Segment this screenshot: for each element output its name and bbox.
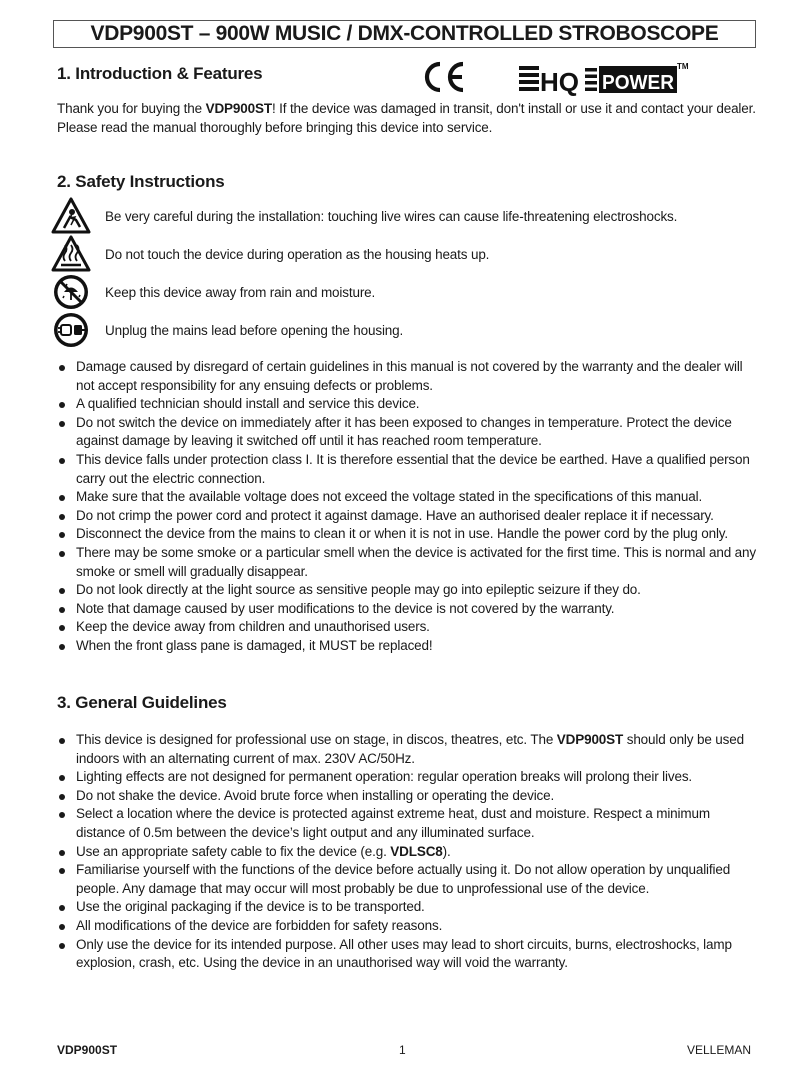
safety-item-text: Be very careful during the installation: touching live wires can cause life-threatening electroshocks. <box>105 208 678 224</box>
list-item: There may be some smoke or a particular smell when the device is activated for the first time. This is normal and any smoke or smell will gradually disappear. <box>57 544 757 581</box>
list-item: Do not switch the device on immediately after it has been exposed to changes in temperature. Protect the device against damage by leaving it switched off until it has reached room temperature. <box>57 414 757 451</box>
hot-surface-icon <box>50 234 92 274</box>
trademark-text: TM <box>677 62 689 71</box>
list-item: Select a location where the device is protected against extreme heat, dust and moisture. Respect a minimum distance of 0.5m between the device’s light output and any illuminated surface. <box>57 805 757 842</box>
safety-bullet-list <box>57 358 757 656</box>
footer-brand: VELLEMAN <box>686 1043 751 1057</box>
safety-item-hot-surface <box>50 234 760 274</box>
safety-item-text: Keep this device away from rain and moisture. <box>105 284 376 300</box>
list-item: Lighting effects are not designed for permanent operation: regular operation breaks will prolong their lives. <box>57 768 757 787</box>
list-item: When the front glass pane is damaged, it MUST be replaced! <box>57 637 757 656</box>
list-item: Make sure that the available voltage does not exceed the voltage stated in the specifications of this manual. <box>57 488 757 507</box>
safety-item-no-moisture <box>50 272 760 312</box>
unplug-mains-icon <box>50 310 92 350</box>
page-number: 1 <box>399 1043 406 1057</box>
ce-mark-logo <box>418 60 468 94</box>
intro-heading: 1. Introduction & Features <box>57 64 263 83</box>
guidelines-heading: 3. General Guidelines <box>57 693 227 712</box>
safety-item-electric-shock <box>50 196 760 236</box>
safety-item-unplug <box>50 310 760 350</box>
list-item: Use the original packaging if the device is to be transported. <box>57 898 757 917</box>
safety-item-text: Do not touch the device during operation as the housing heats up. <box>105 246 490 262</box>
safety-item-text: Unplug the mains lead before opening the housing. <box>105 322 404 338</box>
list-item: Damage caused by disregard of certain guidelines in this manual is not covered by the warranty and the dealer will not accept responsibility for any ensuing defects or problems. <box>57 358 757 395</box>
page-title: VDP900ST – 900W MUSIC / DMX-CONTROLLED STROBOSCOPE <box>53 20 756 48</box>
power-text: POWER <box>602 72 675 94</box>
list-item: Only use the device for its intended purpose. All other uses may lead to short circuits, burns, electroshocks, lamp explosion, crash, etc. Using the device in an unauthorised way will void the warranty. <box>57 936 757 973</box>
list-item: Do not crimp the power cord and protect it against damage. Have an authorised dealer replace it if necessary. <box>57 507 757 526</box>
list-item: Use an appropriate safety cable to fix the device (e.g. VDLSC8). <box>57 843 757 862</box>
list-item: Do not shake the device. Avoid brute force when installing or operating the device. <box>57 787 757 806</box>
no-moisture-icon <box>50 272 92 312</box>
guidelines-bullet-list <box>57 731 757 973</box>
list-item: A qualified technician should install and service this device. <box>57 395 757 414</box>
electric-shock-icon <box>50 196 92 236</box>
list-item: Do not look directly at the light source as sensitive people may go into epileptic seizure if they do. <box>57 581 757 600</box>
list-item: This device falls under protection class I. It is therefore essential that the device be earthed. Have a qualified person carry out the electric connection. <box>57 451 757 488</box>
footer-model: VDP900ST <box>57 1043 118 1057</box>
list-item: Keep the device away from children and unauthorised users. <box>57 618 757 637</box>
list-item: Familiarise yourself with the functions of the device before actually using it. Do not allow operation by unqualified people. Any damage that may occur will most probably be due to unprofessional use of the device. <box>57 861 757 898</box>
intro-paragraph: Thank you for buying the VDP900ST! If the device was damaged in transit, don't install or use it and contact your dealer. Please read the manual thoroughly before bringing this device into service. <box>57 101 756 135</box>
list-item: All modifications of the device are forbidden for safety reasons. <box>57 917 757 936</box>
list-item: Note that damage caused by user modifications to the device is not covered by the warranty. <box>57 600 757 619</box>
safety-heading: 2. Safety Instructions <box>57 172 225 191</box>
hq-text: HQ <box>540 67 579 96</box>
list-item: Disconnect the device from the mains to clean it or when it is not in use. Handle the power cord by the plug only. <box>57 525 757 544</box>
hq-power-logo <box>519 60 691 96</box>
list-item: This device is designed for professional use on stage, in discos, theatres, etc. The VDP900ST should only be used indoors with an alternating current of max. 230V AC/50Hz. <box>57 731 757 768</box>
ce-text: CE <box>418 60 420 61</box>
